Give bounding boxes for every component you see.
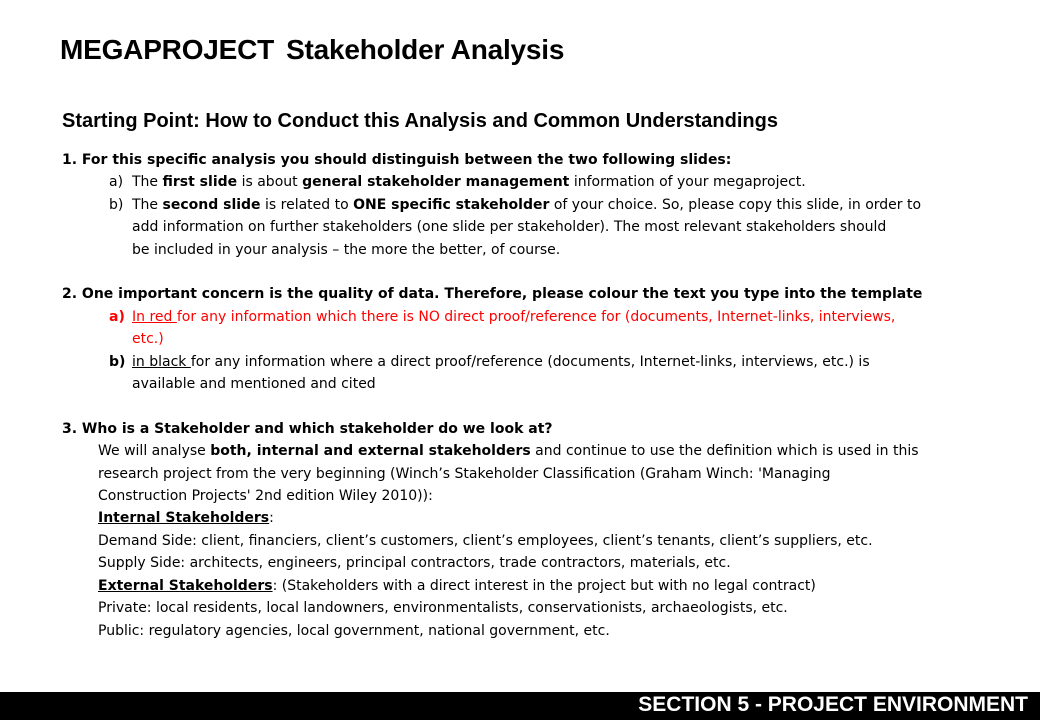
item1-b-marker: b) (109, 196, 124, 213)
item1-b-text3: of your choice. So, please copy this slide, in order to (549, 196, 922, 213)
item3-line3: Construction Projects' 2nd edition Wiley 2010)): (98, 488, 433, 505)
item1-a-bold2: general stakeholder management (302, 174, 570, 191)
item1-b-line3: be included in your analysis – the more the better, of course. (132, 241, 561, 258)
title-stakeholder-analysis: Stakeholder Analysis (286, 34, 565, 65)
item2-b-marker: b) (109, 353, 126, 370)
slide-subtitle: Starting Point: How to Conduct this Analysis and Common Understandings (62, 110, 778, 132)
item2-a-text: for any information which there is NO direct proof/reference for (documents, Internet-links, interviews, (176, 308, 896, 325)
item1-b (62, 194, 982, 216)
item1-a-marker: a) (109, 174, 124, 191)
item2-a-line2: etc.) (132, 331, 164, 348)
public-line: Public: regulatory agencies, local government, national government, etc. (98, 622, 610, 639)
item3-heading: 3. Who is a Stakeholder and which stakeholder do we look at? (62, 420, 553, 437)
item1-b-text2: is related to (260, 196, 354, 213)
item3-line1-a: We will analyse (98, 443, 211, 460)
item2-a-marker: a) (109, 308, 125, 325)
item1-a-text3: information of your megaproject. (569, 174, 806, 191)
item1-a (62, 171, 982, 193)
title-megaproject: MEGAPROJECT (60, 34, 275, 65)
external-stakeholders-text: : (Stakeholders with a direct interest in the project but with no legal contract) (272, 577, 816, 594)
item2-a (62, 306, 982, 328)
item3-line1-c: and continue to use the definition which is used in this (530, 443, 919, 460)
item1-b-text1: The (132, 196, 163, 213)
item2-heading: 2. One important concern is the quality of data. Therefore, please colour the text you type into the template (62, 286, 923, 303)
item1-a-text1: The (132, 174, 163, 191)
item1-heading: 1. For this specific analysis you should distinguish between the two following slides: (62, 152, 732, 168)
item2-b (62, 351, 982, 373)
demand-side-line: Demand Side: client, financiers, client’s customers, client’s employees, client’s tenants, client’s suppliers, etc. (98, 532, 873, 549)
item1-b-bold1: second slide (162, 196, 261, 213)
section-footer-label: SECTION 5 - PROJECT ENVIRONMENT (638, 693, 1028, 716)
item3-line1 (62, 440, 982, 462)
item1-a-text2: is about (237, 174, 303, 191)
item2-b-line2: available and mentioned and cited (132, 376, 376, 393)
item2-b-underlined: in black (132, 353, 191, 370)
internal-stakeholders-row (62, 507, 982, 529)
item2-a-underlined: In red (132, 308, 177, 325)
item1-a-bold1: first slide (162, 174, 238, 191)
spacer (62, 261, 982, 283)
internal-stakeholders-label: Internal Stakeholders (98, 510, 270, 527)
item3-line2: research project from the very beginning (Winch’s Stakeholder Classification (Graham Winch: 'Managing (98, 465, 831, 482)
private-line: Private: local residents, local landowners, environmentalists, conservationists, archaeologists, etc. (98, 600, 788, 617)
item1-b-line2: add information on further stakeholders (one slide per stakeholder). The most relevant stakeholders should (132, 219, 887, 236)
slide-body (62, 149, 982, 642)
item2-b-text: for any information where a direct proof/reference (documents, Internet-links, interviews, etc.) is (190, 353, 870, 370)
slide-title (60, 34, 564, 66)
external-stakeholders-row (62, 575, 982, 597)
item3-line1-bold: both, internal and external stakeholders (210, 443, 531, 460)
item1-b-bold2: ONE specific stakeholder (353, 196, 550, 213)
external-stakeholders-label: External Stakeholders (98, 577, 273, 594)
section-footer-bar (0, 692, 1040, 720)
spacer (62, 395, 982, 417)
internal-stakeholders-colon: : (269, 510, 274, 527)
supply-side-line: Supply Side: architects, engineers, principal contractors, trade contractors, materials, etc. (98, 555, 731, 572)
